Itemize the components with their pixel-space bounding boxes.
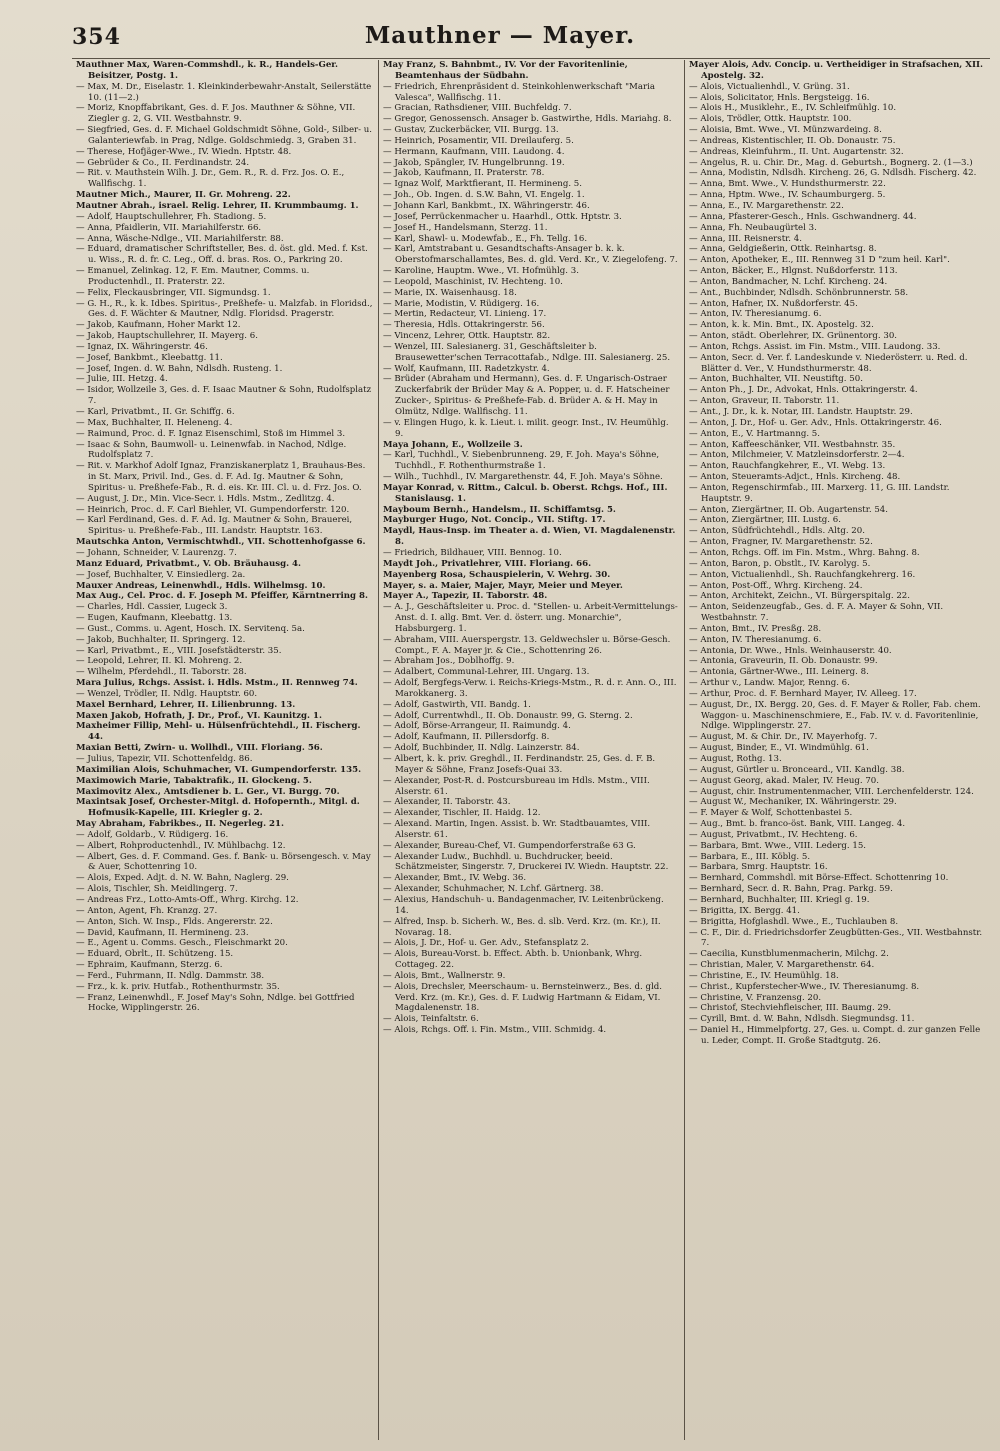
directory-entry: — Andreas, Kistentischler, II. Ob. Donaustr. 75.	[689, 135, 896, 146]
directory-entry: Mayenberg Rosa, Schauspielerin, V. Wehrg. 30.	[383, 569, 611, 580]
directory-entry: — Karl Ferdinand, Ges. d. F. Ad. Ig. Mautner & Sohn, Brauerei, Spiritus- u. Preßhefe-Fab., III. Landstr. Hauptstr. 163.	[76, 515, 353, 537]
directory-entry: Maximovitz Alex., Amtsdiener b. L. Ger., VI. Burgg. 70.	[76, 786, 340, 797]
directory-entry: — August, J. Dr., Min. Vice-Secr. i. Hdls. Mstm., Zedlitzg. 4.	[76, 493, 335, 504]
directory-entry: — Gust., Comms. u. Agent, Hosch. IX. Servitenq. 5a.	[76, 623, 305, 634]
directory-entry: — Gebrüder & Co., II. Ferdinandstr. 24.	[76, 157, 250, 168]
directory-entry: — Anton, Fragner, IV. Margarethenstr. 52.	[689, 537, 873, 548]
directory-entry: — Max, M. Dr., Eiselastr. 1. Kleinkinderbewahr-Anstalt, Seilerstätte 10. (11—2.)	[76, 81, 372, 103]
directory-entry: — Anton, Milchmeier, V. Matzleinsdorferstr. 2—4.	[689, 450, 905, 461]
directory-entry: — August, Gürtler u. Bronceard., VII. Kandlg. 38.	[689, 764, 905, 775]
directory-entry: — Johann Karl, Bankbmt., IX. Währingerstr. 46.	[383, 200, 590, 211]
directory-entry: — Anton, Seidenzeugfab., Ges. d. F. A. Mayer & Sohn, VII. Westbahnstr. 7.	[689, 602, 944, 624]
directory-entry: Maydl, Haus-Insp. im Theater a. d. Wien, VI. Magdalenenstr. 8.	[383, 526, 676, 548]
directory-entry: — Anton, Buchhalter, VII. Neustiftg. 50.	[689, 374, 863, 385]
directory-entry: — Anton, Ziergärtner, II. Ob. Augartenstr. 54.	[689, 504, 889, 515]
directory-entry: — Cyrill, Bmt. d. W. Bahn, Ndlsdh. Siegmundsg. 11.	[689, 1014, 915, 1025]
directory-entry: — Charles, Hdl. Cassier, Lugeck 3.	[76, 602, 228, 613]
directory-entry: — Jakob, Buchhalter, II. Springerg. 12.	[76, 634, 246, 645]
directory-entry: — Anton, Agent, Fh. Kranzg. 27.	[76, 905, 218, 916]
directory-entry: — Ferd., Fuhrmann, II. Ndlg. Dammstr. 38.	[76, 970, 265, 981]
directory-entry: — Alois H., Musiklehr., E., IV. Schleifmühlg. 10.	[689, 103, 897, 114]
directory-entry: — Adolf, Börse-Arrangeur, II. Raimundg. 4.	[383, 721, 571, 732]
directory-entry: Mautschka Anton, Vermischtwhdl., VII. Schottenhofgasse 6.	[76, 537, 366, 548]
directory-entry: — Abraham, VIII. Auerspergstr. 13. Geldwechsler u. Börse-Gesch. Compt., F. A. Mayer jr. & Cie., Schottenring 26.	[383, 634, 671, 656]
directory-entry: — Frz., k. k. priv. Hutfab., Rothenthurmstr. 35.	[76, 981, 280, 992]
directory-entry: — Wilh., Tuchhdl., IV. Margarethenstr. 44, F. Joh. Maya's Söhne.	[383, 472, 663, 483]
directory-entry: — Barbara, E., III. Köblg. 5.	[689, 851, 811, 862]
directory-entry: — Alois, Rchgs. Off. i. Fin. Mstm., VIII. Schmidg. 4.	[383, 1025, 607, 1036]
directory-entry: — Alexander Ludw., Buchhdl. u. Buchdrucker, beeid. Schätzmeister, Singerstr. 7, Druckerei IV. Wiedn. Hauptstr. 22.	[383, 851, 669, 873]
directory-entry: — Antonia, Gärtner-Wwe., III. Leinerg. 8.	[689, 667, 869, 678]
directory-entry: — Anton, Apotheker, E., III. Rennweg 31 D "zum heil. Karl".	[689, 255, 950, 266]
directory-entry: Maxen Jakob, Hofrath, J. Dr., Prof., VI. Kaunitzg. 1.	[76, 710, 322, 721]
directory-entry: — David, Kaufmann, II. Hermineng. 23.	[76, 927, 249, 938]
directory-entry: — Anton, Rauchfangkehrer, E., VI. Webg. 13.	[689, 461, 886, 472]
directory-entry: — Adolf, Hauptschullehrer, Fh. Stadiong. 5.	[76, 211, 267, 222]
directory-entry: — Karoline, Hauptm. Wwe., VI. Hofmühlg. 3.	[383, 266, 579, 277]
directory-entry: — Antonia, Dr. Wwe., Hnls. Weinhauserstr. 40.	[689, 645, 892, 656]
directory-entry: — Bernhard, Commshdl. mit Börse-Effect. Schottenring 10.	[689, 873, 949, 884]
directory-entry: — Adolf, Currentwhdl., II. Ob. Donaustr. 99, G. Sterng. 2.	[383, 710, 633, 721]
directory-entry: — E., Agent u. Comms. Gesch., Fleischmarkt 20.	[76, 938, 288, 949]
directory-entry: — Alois, Drechsler, Meerschaum- u. Bernsteinwerz., Bes. d. gld. Verd. Krz. (m. Kr.), Ges. d. F. Ludwig Hartmann & Eidam, VI. Magdalenenstr. 18.	[383, 981, 662, 1014]
directory-entry: Mara Julius, Rchgs. Assist. i. Hdls. Mstm., II. Rennweg 74.	[76, 678, 358, 689]
directory-entry: Mayar Konrad, v. Rittm., Calcul. b. Oberst. Rchgs. Hof., III. Stanislausg. 1.	[383, 482, 668, 504]
column-left	[72, 60, 378, 1440]
directory-entry: — Anton, k. k. Min. Bmt., IX. Apostelg. 32.	[689, 320, 874, 331]
directory-entry: — Adolf, Goldarb., V. Rüdigerg. 16.	[76, 829, 229, 840]
directory-entry: — Adolf, Gastwirth, VII. Bandg. 1.	[383, 699, 531, 710]
directory-entry: — Josef, Bankbmt., Kleebattg. 11.	[76, 352, 223, 363]
directory-entry: — Anton, Regenschirmfab., III. Marxerg. 11, G. III. Landstr. Hauptstr. 9.	[689, 482, 950, 504]
directory-entry: — Therese, Hofjäger-Wwe., IV. Wiedn. Hptstr. 48.	[76, 146, 292, 157]
directory-entry: — Albert, Ges. d. F. Command. Ges. f. Bank- u. Börsengesch. v. May & Auer, Schottenring 10.	[76, 851, 371, 873]
directory-entry: Manz Eduard, Privatbmt., V. Ob. Bräuhausg. 4.	[76, 558, 302, 569]
directory-entry: — Wilhelm, Pferdehdl., II. Taborstr. 28.	[76, 667, 247, 678]
directory-entry: — Isaac & Sohn, Baumwoll- u. Leinenwfab. in Nachod, Ndlge. Rudolfsplatz 7.	[76, 439, 347, 461]
directory-entry: — Leopold, Maschinist, IV. Hechteng. 10.	[383, 276, 563, 287]
directory-entry: — Gracian, Rathsdiener, VIII. Buchfeldg. 7.	[383, 103, 572, 114]
directory-entry: — Karl, Privatbmt., II. Gr. Schiffg. 6.	[76, 407, 235, 417]
directory-entry: Maydt Joh., Privatlehrer, VIII. Floriang. 66.	[383, 558, 592, 569]
directory-entry: Maximowich Marie, Tabaktrafik., II. Glockeng. 5.	[76, 775, 312, 786]
directory-entry: — Anton, Bandmacher, N. Lchf. Kircheng. 24.	[689, 276, 888, 287]
directory-entry: — Christ., Kupferstecher-Wwe., IV. Theresianumg. 8.	[689, 981, 920, 992]
header-rule	[72, 58, 990, 59]
directory-entry: — Alexander, Post-R. d. Postcursbureau im Hdls. Mstm., VIII. Alserstr. 61.	[383, 775, 650, 797]
directory-entry: — Christine, V. Franzensg. 20.	[689, 992, 822, 1003]
directory-entry: — Alexand. Martin, Ingen. Assist. b. Wr. Stadtbauamtes, VIII. Alserstr. 61.	[383, 819, 651, 840]
directory-entry: — Anna, E., IV. Margarethenstr. 22.	[689, 200, 844, 211]
directory-entry: — Joh., Ob. Ingen. d. S.W. Bahn, VI. Engelg. 1.	[383, 190, 585, 201]
directory-entry: — August, Rothg. 13.	[689, 754, 782, 764]
directory-entry: — Christian, Maler, V. Margarethenstr. 64.	[689, 960, 875, 971]
directory-entry: — August W., Mechaniker, IX. Währingerstr. 29.	[689, 797, 897, 808]
directory-entry: — F. Mayer & Wolf, Schottenbastei 5.	[689, 808, 853, 819]
directory-entry: — Alois, J. Dr., Hof- u. Ger. Adv., Stefansplatz 2.	[383, 938, 590, 949]
directory-entry: — August, Dr., IX. Bergg. 20, Ges. d. F. Mayer & Roller, Fab. chem. Waggon- u. Maschinenschmiere, E., Fab. IV. v. d. Favoritenlinie, Ndlge. Wipplingerstr. 27.	[689, 699, 981, 732]
directory-entry: — Anton, Hafner, IX. Nußdorferstr. 45.	[689, 298, 858, 309]
directory-entry: — Alexander, II. Taborstr. 43.	[383, 797, 511, 808]
directory-entry: — Anna, Hptm. Wwe., IV. Schaumburgerg. 5.	[689, 190, 886, 201]
page-number: 354	[72, 24, 121, 50]
directory-entry: — Marie, IX. Waisenhausg. 18.	[383, 287, 517, 298]
directory-entry: — Ant., J. Dr., k. k. Notar, III. Landstr. Hauptstr. 29.	[689, 407, 913, 417]
directory-entry: — Alois, Teinfaltstr. 6.	[383, 1014, 479, 1025]
directory-entry: — Alois, Bmt., Wallnerstr. 9.	[383, 970, 506, 981]
directory-entry: — Barbara, Bmt. Wwe., VIII. Lederg. 15.	[689, 840, 867, 851]
directory-entry: — Alois, Victualienhdl., V. Grüng. 31.	[689, 81, 850, 92]
directory-entry: — Anton, Bmt., IV. Presßg. 28.	[689, 623, 822, 634]
directory-entry: — Alois, Trödler, Ottk. Hauptstr. 100.	[689, 114, 852, 125]
directory-entry: — Josef, Buchhalter, V. Einsiedlerg. 2a.	[76, 569, 246, 580]
directory-entry: Mayburger Hugo, Not. Concip., VII. Stiftg. 17.	[383, 515, 606, 526]
directory-entry: — Alfred, Insp. b. Sicherh. W., Bes. d. slb. Verd. Krz. (m. Kr.), II. Novarag. 18.	[383, 916, 661, 938]
directory-entry: — Anton, Baron, p. Obstlt., IV. Karolyg. 5.	[689, 558, 871, 569]
directory-entry: — August, M. & Chir. Dr., IV. Mayerhofg. 7.	[689, 732, 878, 743]
directory-entry: — Anton Ph., J. Dr., Advokat, Hnls. Ottakringerstr. 4.	[689, 385, 918, 396]
directory-entry: — Wenzel, Trödler, II. Ndlg. Hauptstr. 60.	[76, 688, 258, 699]
directory-entry: — Christof, Stechviehfleischer, III. Baumg. 29.	[689, 1003, 892, 1014]
directory-entry: Maxintsak Josef, Orchester-Mitgl. d. Hofopernth., Mitgl. d. Hofmusik-Kapelle, III. Kriegler g. 2.	[76, 797, 360, 819]
directory-entry: May Franz, S. Bahnbmt., IV. Vor der Favoritenlinie, Beamtenhaus der Südbahn.	[383, 60, 628, 81]
directory-entry: — Barbara, Smrg. Hauptstr. 16.	[689, 862, 828, 873]
directory-entry: — C. F., Dir. d. Friedrichsdorfer Zeugbütten-Ges., VII. Westbahnstr. 7.	[689, 927, 983, 949]
directory-entry: — Christine, E., IV. Heumühlg. 18.	[689, 970, 839, 981]
directory-entry: — Alexander, Bmt., IV. Webg. 36.	[383, 873, 527, 884]
directory-entry: Mauxer Andreas, Leinenwhdl., Hdls. Wilhelmsg. 10.	[76, 580, 326, 591]
directory-entry: — Julius, Tapezir, VII. Schottenfeldg. 86.	[76, 754, 253, 764]
directory-entry: — Karl, Shawl- u. Modewfab., E., Fh. Tellg. 16.	[383, 233, 588, 244]
directory-entry: — Ignaz, IX. Währingerstr. 46.	[76, 341, 208, 352]
directory-entry: — Anna, Geldgießerin, Ottk. Reinhartsg. 8.	[689, 244, 877, 255]
directory-entry: — Anton, J. Dr., Hof- u. Ger. Adv., Hnls. Ottakringerstr. 46.	[689, 417, 942, 428]
directory-entry: — Alois, Tischler, Sh. Meidlingerg. 7.	[76, 884, 238, 895]
directory-entry: — Brigitta, IX. Bergg. 41.	[689, 905, 800, 916]
directory-entry: — Ephraim, Kaufmann, Sterzg. 6.	[76, 960, 223, 971]
directory-entry: — Rit. v. Mauthstein Wilh. J. Dr., Gem. R., R. d. Frz. Jos. O. E., Wallfischg. 1.	[76, 168, 345, 190]
directory-entry: — Bernhard, Buchhalter, III. Kriegl g. 19.	[689, 894, 870, 905]
directory-entry: — Josef H., Handelsmann, Sterzg. 11.	[383, 222, 548, 233]
directory-entry: — Aloisia, Bmt. Wwe., VI. Münzwardeing. 8.	[689, 125, 882, 136]
directory-entry: — Gregor, Genossensch. Ansager b. Gastwirthe, Hdls. Mariahg. 8.	[383, 114, 672, 125]
directory-entry: — Alexius, Handschuh- u. Bandagenmacher, IV. Leitenbrückeng. 14.	[383, 894, 664, 916]
directory-entry: — Wolf, Kaufmann, III. Radetzkystr. 4.	[383, 363, 550, 374]
directory-entry: Maximilian Alois, Schuhmacher, VI. Gumpendorferstr. 135.	[76, 764, 362, 775]
directory-entry: — Angelus, R. u. Chir. Dr., Mag. d. Geburtsh., Bognerg. 2. (1—3.)	[689, 157, 973, 168]
directory-entry: — Anton, IV. Theresianumg. 6.	[689, 309, 822, 320]
directory-entry: — Anton, Ziergärtner, III. Lustg. 6.	[689, 515, 841, 526]
column-right	[684, 60, 990, 1440]
directory-entry: — Jakob, Kaufmann, Hoher Markt 12.	[76, 320, 241, 331]
directory-entry: — Friedrich, Bildhauer, VIII. Bennog. 10.	[383, 547, 562, 558]
directory-entry: — Jakob, Hauptschullehrer, II. Mayerg. 6.	[76, 331, 258, 342]
directory-entry: — Max, Buchhalter, II. Heleneng. 4.	[76, 417, 233, 428]
directory-entry: Maya Johann, E., Wollzeile 3.	[383, 439, 523, 450]
directory-entry: — Anton, Südfrüchtehdl., Hdls. Altg. 20.	[689, 526, 865, 537]
directory-entry: Mautner Mich., Maurer, II. Gr. Mohreng. 22.	[76, 190, 291, 201]
directory-entry: — Heinrich, Posamentir, VII. Dreilauferg. 5.	[383, 135, 574, 146]
directory-entry: — Franz, Leinenwhdl., F. Josef May's Sohn, Ndlge. bei Gottfried Hocke, Wipplingerstr. 26.	[76, 992, 355, 1014]
directory-entry: — Anton, Secr. d. Ver. f. Landeskunde v. Niederösterr. u. Red. d. Blätter d. Ver., V. Hundsthurmerstr. 48.	[689, 352, 968, 374]
directory-entry: — August, chir. Instrumentenmacher, VIII. Lerchenfelderstr. 124.	[689, 786, 974, 797]
directory-entry: — Mertin, Redacteur, VI. Linieng. 17.	[383, 309, 547, 320]
directory-entry: — Josef, Perrückenmacher u. Haarhdl., Ottk. Hptstr. 3.	[383, 211, 622, 222]
directory-entry: Mayer A., Tapezir, II. Taborstr. 48.	[383, 591, 548, 602]
directory-entry: — Julie, III. Hetzg. 4.	[76, 374, 168, 385]
directory-entry: — v. Elingen Hugo, k. k. Lieut. i. milit. geogr. Inst., IV. Heumühlg. 9.	[383, 417, 669, 439]
directory-entry: Mayer, s. a. Maier, Majer, Mayr, Meier und Meyer.	[383, 580, 623, 591]
directory-entry: Maxian Betti, Zwirn- u. Wollhdl., VIII. Floriang. 56.	[76, 743, 323, 754]
directory-columns	[72, 60, 990, 1440]
directory-entry: — Alois, Solicitator, Hnls. Bergsteigg. 16.	[689, 92, 870, 103]
directory-entry: Mayboum Bernh., Handelsm., II. Schiffamtsg. 5.	[383, 504, 616, 515]
directory-entry: Mauthner Max, Waren-Commshdl., k. R., Handels-Ger. Beisitzer, Postg. 1.	[76, 60, 339, 81]
directory-entry: Mautner Abrah., israel. Relig. Lehrer, II. Krummbaumg. 1.	[76, 200, 359, 211]
directory-entry: — Jakob, Spängler, IV. Hungelbrunng. 19.	[383, 157, 565, 168]
directory-entry: — Anton, Victualienhdl., Sh. Rauchfangkehrerg. 16.	[689, 569, 916, 580]
directory-entry: — Josef, Ingen. d. W. Bahn, Ndlsdh. Rusteng. 1.	[76, 363, 283, 374]
directory-entry: — Anton, Post-Off., Whrg. Kircheng. 24.	[689, 580, 863, 591]
directory-entry: — Anna, Bmt. Wwe., V. Hundsthurmerstr. 22.	[689, 179, 886, 190]
directory-entry: — August, Binder, E., VI. Windmühlg. 61.	[689, 743, 869, 754]
directory-entry: — Abraham Jos., Doblhoffg. 9.	[383, 656, 515, 667]
directory-entry: — Anton, Sich. W. Insp., Flds. Angererstr. 22.	[76, 916, 273, 927]
directory-entry: — Andreas Frz., Lotto-Amts-Off., Whrg. Kirchg. 12.	[76, 894, 299, 905]
directory-entry: — Wenzel, III. Salesianerg. 31, Geschäftsleiter b. Brausewetter'schen Terracottafab., Ndlge. III. Salesianerg. 25.	[383, 341, 671, 363]
directory-entry: — Eduard, dramatischer Schriftsteller, Bes. d. öst. gld. Med. f. Kst. u. Wiss., R. d. fr. C. Leg., Off. d. bras. Ros. O., Parkring 20.	[76, 244, 368, 266]
directory-entry: — Raimund, Proc. d. F. Ignaz Eisenschiml, Stoß im Himmel 3.	[76, 428, 346, 439]
directory-entry: — Adolf, Buchbinder, II. Ndlg. Lainzerstr. 84.	[383, 743, 580, 754]
directory-entry: — Karl, Tuchhdl., V. Siebenbrunneng. 29, F. Joh. Maya's Söhne, Tuchhdl., F. Rothenthurmstraße 1.	[383, 450, 660, 472]
directory-entry: — Anton, Architekt, Zeichn., VI. Bürgerspitalg. 22.	[689, 591, 910, 602]
directory-entry: — August Georg, akad. Maler, IV. Heug. 70.	[689, 775, 880, 786]
directory-entry: — Moriz, Knopffabrikant, Ges. d. F. Jos. Mauthner & Söhne, VII. Ziegler g. 2, G. VII. Westbahnstr. 9.	[76, 103, 356, 125]
directory-entry: — Adolf, Bergfegs-Verw. i. Reichs-Kriegs-Mstm., R. d. r. Ann. O., III. Marokkanerg. 3.	[383, 678, 677, 699]
directory-entry: — A. J., Geschäftsleiter u. Proc. d. "Stellen- u. Arbeit-Vermittelungs-Anst. d. I. allg. Bmt. Ver. d. österr. ung. Monarchie", Habsburgerg. 1.	[383, 602, 678, 634]
directory-entry: — Marie, Modistin, V. Rüdigerg. 16.	[383, 298, 540, 309]
directory-entry: — Daniel H., Himmelpfortg. 27, Ges. u. Compt. d. zur ganzen Felle u. Leder, Compt. II. Große Stadtgutg. 26.	[689, 1025, 981, 1046]
directory-entry: — Emanuel, Zelinkag. 12, F. Em. Mautner, Comms. u. Productenhdl., II. Praterstr. 22.	[76, 266, 310, 287]
directory-entry: — Arthur, Proc. d. F. Bernhard Mayer, IV. Alleeg. 17.	[689, 688, 917, 699]
directory-entry: — Vincenz, Lehrer, Ottk. Hauptstr. 82.	[383, 331, 551, 342]
directory-entry: — Heinrich, Proc. d. F. Carl Biehler, VI. Gumpendorferstr. 120.	[76, 504, 350, 515]
directory-entry: — Ant., Buchbinder, Ndlsdh. Schönbrunnerstr. 58.	[689, 287, 909, 298]
directory-entry: — Jakob, Kaufmann, II. Praterstr. 78.	[383, 168, 545, 179]
directory-entry: — Arthur v., Landw. Major, Renng. 6.	[689, 678, 850, 689]
directory-entry: — Antonia, Graveurin, II. Ob. Donaustr. 99.	[689, 656, 878, 667]
directory-entry: — Gustav, Zuckerbäcker, VII. Burgg. 13.	[383, 125, 559, 136]
directory-entry: — Friedrich, Ehrenpräsident d. Steinkohlenwerkschaft "Maria Valesca", Wallfischg. 11.	[383, 81, 655, 103]
directory-entry: Max Aug., Cel. Proc. d. F. Joseph M. Pfeiffer, Kärntnerring 8.	[76, 591, 368, 602]
directory-entry: — Anton, Rchgs. Assist. im Fin. Mstm., VIII. Laudong. 33.	[689, 341, 941, 352]
directory-entry: — Anton, Graveur, II. Taborstr. 11.	[689, 396, 840, 407]
directory-entry: — Anton, städt. Oberlehrer, IX. Grünentorg. 30.	[689, 331, 898, 342]
directory-entry: — Alexander, Tischler, II. Haidg. 12.	[383, 808, 541, 819]
directory-entry: — Anna, Fh. Neubaugürtel 3.	[689, 222, 817, 233]
directory-entry: — Adolf, Kaufmann, II. Pillersdorfg. 8.	[383, 732, 550, 743]
directory-entry: — Siegfried, Ges. d. F. Michael Goldschmidt Söhne, Gold-, Silber- u. Galanteriewfab. in Prag, Ndlge. Goldschmiedg. 3, Graben 31.	[76, 125, 373, 146]
directory-entry: — Karl, Privatbmt., E., VIII. Josefstädterstr. 35.	[76, 645, 282, 656]
directory-entry: — Albert, Rohproductenhdl., IV. Mühlbachg. 12.	[76, 840, 286, 851]
directory-entry: — Brüder (Abraham und Hermann), Ges. d. F. Ungarisch-Ostraer Zuckerfabrik der Brüder May & A. Popper, u. d. F. Hatscheiner Zucker-, Spiritus- & Preßhefe-Fab. d. Brüder A. & H. May in Olmütz, Ndlge. Wallfischg. 11.	[383, 374, 670, 417]
directory-entry: — Anna, Pfasterer-Gesch., Hnls. Gschwandnerg. 44.	[689, 211, 917, 222]
directory-entry: — Theresia, Hdls. Ottakringerstr. 56.	[383, 320, 545, 331]
directory-entry: Maxheimer Fillip, Mehl- u. Hülsenfrüchtehdl., II. Fischerg. 44.	[76, 721, 361, 743]
directory-entry: — Anna, III. Reisnerstr. 4.	[689, 233, 802, 244]
directory-entry: — Alois, Exped. Adjt. d. N. W. Bahn, Naglerg. 29.	[76, 873, 289, 884]
directory-entry: — Ignaz Wolf, Marktfierant, II. Hermineng. 5.	[383, 179, 582, 190]
directory-entry: — August, Privatbmt., IV. Hechteng. 6.	[689, 829, 858, 840]
directory-entry: — Felix, Fleckausbringer, VII. Sigmundsg. 1.	[76, 287, 271, 298]
directory-entry: May Abraham, Fabrikbes., II. Negerleg. 21.	[76, 819, 285, 830]
directory-entry: — Anna, Pfaidlerin, VII. Mariahilferstr. 66.	[76, 222, 262, 233]
directory-entry: — G. H., R., k. k. Idbes. Spiritus-, Preßhefe- u. Malzfab. in Floridsd., Ges. d. F. Wächter & Mautner, Ndlg. Floridsd. Pragerstr.	[76, 298, 373, 320]
directory-entry: — Anton, Steueramts-Adjct., Hnls. Kircheng. 48.	[689, 472, 901, 483]
directory-entry: — Andreas, Kleinfuhrm., II. Unt. Augartenstr. 32.	[689, 146, 904, 157]
directory-entry: — Anton, Kaffeeschänker, VII. Westbahnstr. 35.	[689, 439, 896, 450]
directory-entry: — Anton, E., V. Hartmanng. 5.	[689, 428, 821, 439]
directory-entry: Maxel Bernhard, Lehrer, II. Lilienbrunng. 13.	[76, 699, 296, 710]
directory-entry: — Johann, Schneider, V. Laurenzg. 7.	[76, 547, 237, 558]
directory-entry: Mayer Alois, Adv. Concip. u. Vertheidiger in Strafsachen, XII. Apostelg. 32.	[689, 60, 983, 81]
directory-entry: — Alois, Bureau-Vorst. b. Effect. Abth. b. Unionbank, Whrg. Cottageg. 22.	[383, 949, 643, 971]
directory-entry: — Rit. v. Markhof Adolf Ignaz, Franziskanerplatz 1, Brauhaus-Bes. in St. Marx, Privil. Ind., Ges. d. F. Ad. Ig. Mautner & Sohn, Spiritus- u. Preßhefe-Fab., R. d. eis. Kr. III. Cl. u. d. Frz. Jos. O.	[76, 461, 366, 493]
directory-entry: — Alexander, Bureau-Chef, VI. Gumpendorferstraße 63 G.	[383, 840, 636, 851]
directory-entry: — Anton, IV. Theresianumg. 6.	[689, 634, 822, 645]
directory-entry: — Anton, Rchgs. Off. im Fin. Mstm., Whrg. Bahng. 8.	[689, 547, 920, 558]
column-middle	[378, 60, 684, 1440]
directory-entry: — Brigitta, Hofglashdl. Wwe., E., Tuchlauben 8.	[689, 916, 899, 927]
directory-entry: — Adalbert, Communal-Lehrer, III. Ungarg. 13.	[383, 667, 590, 678]
directory-entry: — Eugen, Kaufmann, Kleebattg. 13.	[76, 613, 233, 624]
directory-entry: — Anton, Bäcker, E., Hlgnst. Nußdorferstr. 113.	[689, 266, 898, 277]
running-head: Mauthner — Mayer.	[364, 22, 636, 49]
directory-entry: — Caecilia, Kunstblumenmacherin, Milchg. 2.	[689, 949, 889, 960]
directory-entry: — Aug., Bmt. b. franco-öst. Bank, VIII. Langeg. 4.	[689, 819, 906, 830]
directory-entry: — Eduard, Obrlt., II. Schützeng. 15.	[76, 949, 234, 960]
directory-entry: — Alexander, Schuhmacher, N. Lchf. Gärtnerg. 38.	[383, 884, 604, 895]
directory-entry: — Anna, Wäsche-Ndlge., VII. Mariahilferstr. 88.	[76, 233, 284, 244]
directory-entry: — Anna, Modistin, Ndlsdh. Kircheng. 26, G. Ndlsdh. Fischerg. 42.	[689, 168, 977, 179]
page-header	[0, 18, 1000, 58]
directory-entry: — Albert, k. k. priv. Greghdl., II. Ferdinandstr. 25, Ges. d. F. B. Mayer & Söhne, Franz Josefs-Quai 33.	[383, 754, 656, 775]
directory-entry: — Isidor, Wollzeile 3, Ges. d. F. Isaac Mautner & Sohn, Rudolfsplatz 7.	[76, 385, 372, 407]
directory-entry: — Leopold, Lehrer, II. Kl. Mohreng. 2.	[76, 656, 243, 667]
directory-entry: — Bernhard, Secr. d. R. Bahn, Prag. Parkg. 59.	[689, 884, 893, 895]
directory-entry: — Hermann, Kaufmann, VIII. Laudong. 4.	[383, 146, 565, 157]
directory-entry: — Karl, Amtstrabant u. Gesandtschafts-Ansager b. k. k. Oberstofmarschallamtes, Bes. d. gld. Verd. Kr., V. Ziegelofeng. 7.	[383, 244, 678, 266]
